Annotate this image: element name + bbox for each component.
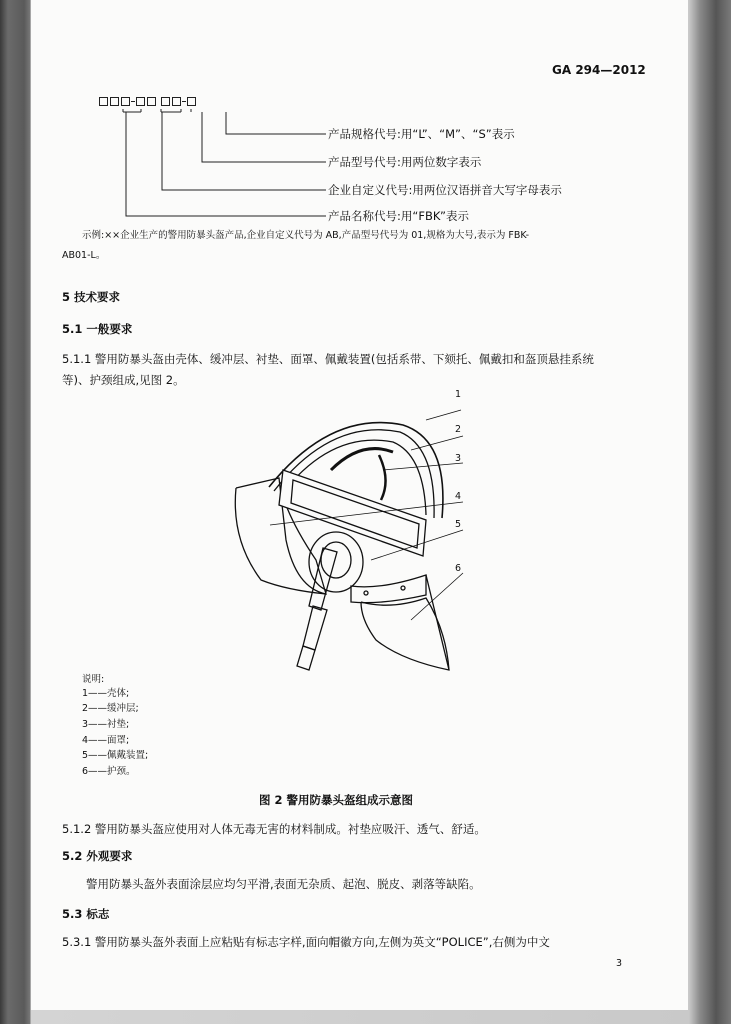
section-5-1-heading: 5.1 一般要求 xyxy=(62,322,133,336)
legend-item: 6——护颈。 xyxy=(82,766,136,777)
example-line-2: AB01-L。 xyxy=(62,250,106,261)
legend-item: 5——佩戴装置; xyxy=(82,750,149,761)
figure-caption: 图 2 警用防暴头盔组成示意图 xyxy=(259,793,414,807)
callout-3: 3 xyxy=(455,453,462,464)
section-5-1-1-line-2: 等)、护颈组成,见图 2。 xyxy=(62,373,185,387)
section-5-1-2: 5.1.2 警用防暴头盔应使用对人体无毒无害的材料制成。衬垫应吸汗、透气、舒适。 xyxy=(62,822,486,836)
callout-1: 1 xyxy=(455,389,462,400)
section-5-2-body: 警用防暴头盔外表面涂层应均匀平滑,表面无杂质、起泡、脱皮、剥落等缺陷。 xyxy=(86,877,481,891)
code-label-enterprise: 企业自定义代号:用两位汉语拼音大写字母表示 xyxy=(328,183,562,197)
code-label-product-name: 产品名称代号:用“FBK”表示 xyxy=(328,209,469,223)
section-5-2-heading: 5.2 外观要求 xyxy=(62,849,133,863)
legend-title: 说明: xyxy=(82,674,105,685)
example-line-1: 示例:××企业生产的警用防暴头盔产品,企业自定义代号为 AB,产品型号代号为 01,规格为大号,表示为 FBK- xyxy=(82,230,530,241)
legend-item: 4——面罩; xyxy=(82,735,130,746)
legend-item: 3——衬垫; xyxy=(82,719,130,730)
legend-item: 1——壳体; xyxy=(82,688,130,699)
section-5-1-1-line-1: 5.1.1 警用防暴头盔由壳体、缓冲层、衬垫、面罩、佩戴装置(包括系带、下颏托、佩戴扣和盔顶悬挂系统 xyxy=(62,352,594,366)
standard-number: GA 294—2012 xyxy=(552,63,646,77)
code-label-spec: 产品规格代号:用“L”、“M”、“S”表示 xyxy=(328,127,515,141)
callout-6: 6 xyxy=(455,563,462,574)
callout-2: 2 xyxy=(455,424,462,435)
page-number: 3 xyxy=(616,958,623,969)
section-5-3-1: 5.3.1 警用防暴头盔外表面上应粘贴有标志字样,面向帽徽方向,左侧为英文“POLICE”,右侧为中文 xyxy=(62,935,550,949)
callout-4: 4 xyxy=(455,491,462,502)
section-5-heading: 5 技术要求 xyxy=(62,290,121,304)
legend-item: 2——缓冲层; xyxy=(82,703,139,714)
callout-5: 5 xyxy=(455,519,462,530)
code-label-model: 产品型号代号:用两位数字表示 xyxy=(328,155,482,169)
section-5-3-heading: 5.3 标志 xyxy=(62,907,110,921)
document-page xyxy=(31,0,688,1010)
